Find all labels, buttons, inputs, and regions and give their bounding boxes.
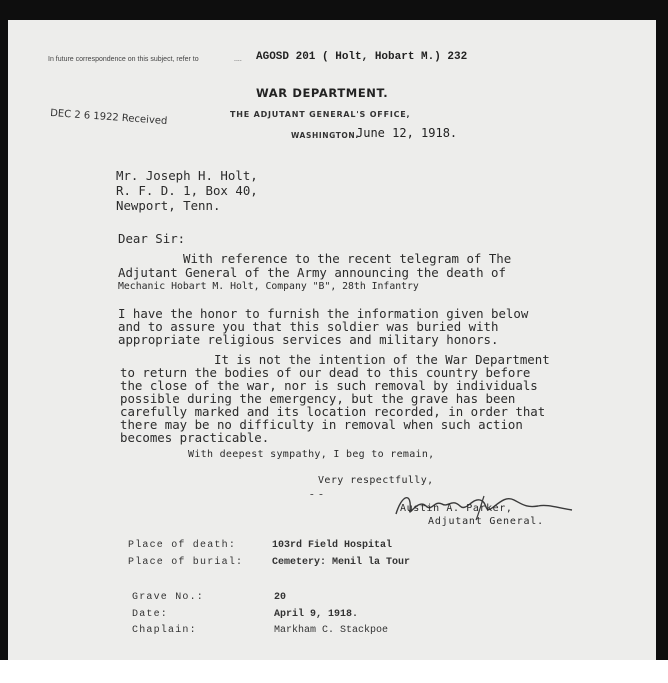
signature-dash-mark: - - xyxy=(310,488,323,500)
reference-prefix: In future correspondence on this subject, refer to xyxy=(48,56,199,63)
paragraph-3-line-7: becomes practicable. xyxy=(120,430,270,445)
paragraph-2-line-1: I have the honor to furnish the information given below xyxy=(118,306,529,321)
grave-number-value: 20 xyxy=(274,592,287,603)
paragraph-1-line-3: Mechanic Hobart M. Holt, Company "B", 28th Infantry xyxy=(118,281,419,292)
paragraph-1-line-1: With reference to the recent telegram of The xyxy=(183,251,512,266)
letter-page xyxy=(8,20,656,660)
chaplain-value: Markham C. Stackpoe xyxy=(274,625,389,636)
reference-value: AGOSD 201 ( Holt, Hobart M.) 232 xyxy=(256,51,468,63)
place-of-death-label: Place of death: xyxy=(128,540,237,551)
paragraph-3-line-2: to return the bodies of our dead to this country before xyxy=(120,365,531,380)
place-of-burial-label: Place of burial: xyxy=(128,557,244,568)
paragraph-2-line-2: and to assure you that this soldier was buried with xyxy=(118,319,499,334)
place-of-death-value: 103rd Field Hospital xyxy=(272,540,393,551)
paragraph-3-line-5: carefully marked and its location recorded, in order that xyxy=(120,404,546,419)
address-line-1: Mr. Joseph H. Holt, xyxy=(116,168,258,183)
valediction: Very respectfully, xyxy=(318,475,434,486)
department-heading: WAR DEPARTMENT. xyxy=(256,86,389,100)
received-stamp: DEC 2 6 1922 Received xyxy=(49,107,168,128)
place-of-burial-value: Cemetery: Menil la Tour xyxy=(272,557,411,568)
burial-date-label: Date: xyxy=(132,609,169,620)
scan-bottom-margin xyxy=(0,660,668,683)
closing-line: With deepest sympathy, I beg to remain, xyxy=(188,449,435,460)
salutation: Dear Sir: xyxy=(118,231,186,246)
paragraph-3-line-6: there may be no difficulty in removal when such action xyxy=(120,417,523,432)
address-line-2: R. F. D. 1, Box 40, xyxy=(116,183,258,198)
burial-date-value: April 9, 1918. xyxy=(274,609,359,620)
grave-number-label: Grave No.: xyxy=(132,592,205,603)
reference-dots: .... xyxy=(234,56,242,63)
paragraph-1-line-2: Adjutant General of the Army announcing the death of xyxy=(118,265,506,280)
office-heading: THE ADJUTANT GENERAL'S OFFICE, xyxy=(230,110,411,119)
signer-name: Austin A. Parker, xyxy=(400,503,513,514)
paragraph-3-line-1: It is not the intention of the War Department xyxy=(214,352,550,367)
letter-date: June 12, 1918. xyxy=(356,126,458,140)
chaplain-label: Chaplain: xyxy=(132,625,197,636)
address-line-3: Newport, Tenn. xyxy=(116,198,221,213)
paragraph-3-line-3: the close of the war, nor is such removal by individuals xyxy=(120,378,538,393)
paragraph-2-line-3: appropriate religious services and military honors. xyxy=(118,332,499,347)
signer-title: Adjutant General. xyxy=(428,516,544,527)
paragraph-3-line-4: possible during the emergency, but the grave has been xyxy=(120,391,516,406)
city-label: WASHINGTON. xyxy=(291,131,359,140)
